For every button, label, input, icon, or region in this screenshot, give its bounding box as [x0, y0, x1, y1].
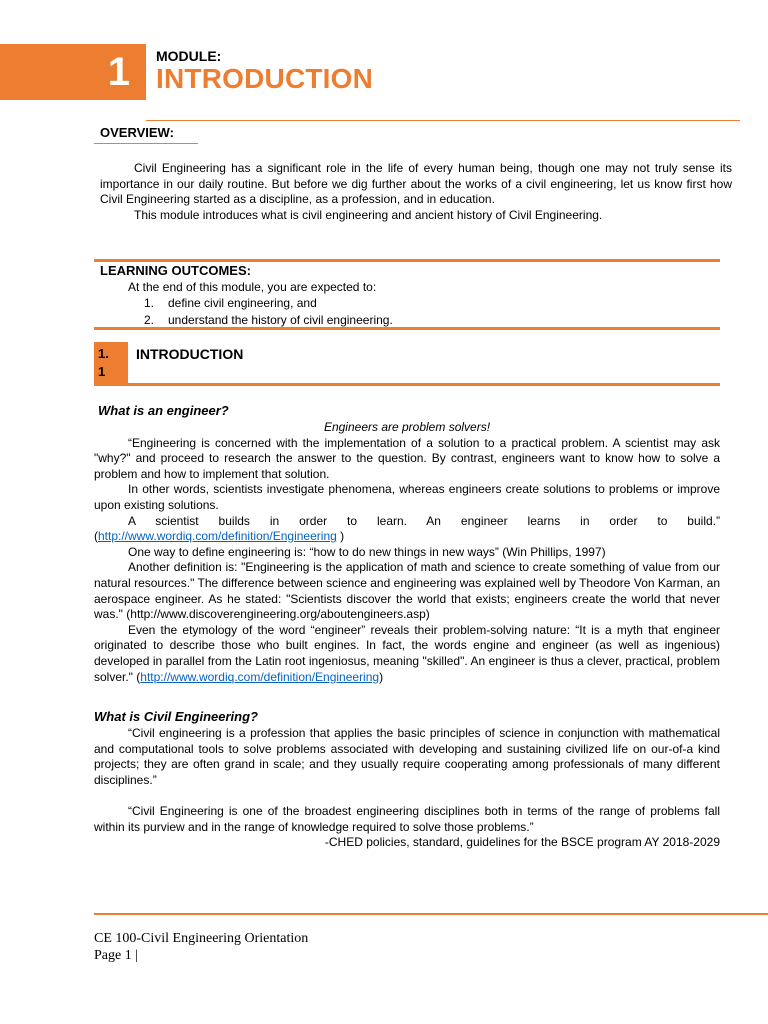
- engineer-paragraph-3-citation: [94, 529, 720, 545]
- engineer-body: [94, 420, 720, 685]
- civil-source: -CHED policies, standard, guidelines for the BSCE program AY 2018-2029: [324, 835, 720, 850]
- section-bottom-rule: [94, 383, 720, 386]
- engineer-paragraph-6: [94, 623, 720, 685]
- section-title: INTRODUCTION: [136, 346, 244, 362]
- section-number-box: [94, 342, 128, 384]
- outcome-text: understand the history of civil engineering.: [168, 312, 393, 327]
- module-number-box: [0, 44, 146, 100]
- wordiq-link[interactable]: http://www.wordiq.com/definition/Engineering: [98, 529, 337, 544]
- outcomes-list: [144, 295, 684, 328]
- section-number-bottom: 1: [98, 364, 106, 379]
- header-divider: [146, 120, 740, 121]
- list-item: [144, 295, 684, 312]
- overview-paragraph-2: This module introduces what is civil engineering and ancient history of Civil Engineering.: [134, 207, 603, 222]
- citation-open: (: [94, 529, 98, 544]
- section-number-top: 1.: [98, 346, 109, 361]
- engineer-heading: What is an engineer?: [98, 403, 229, 418]
- outcomes-intro: At the end of this module, you are expected to:: [128, 280, 377, 294]
- engineer-paragraph-3: A scientist builds in order to learn. An engineer learns in order to build.”: [128, 513, 720, 528]
- footer-rule: [94, 913, 768, 915]
- overview-heading: OVERVIEW:: [100, 125, 174, 140]
- overview-heading-underline: [94, 143, 198, 144]
- engineer-paragraph-5: Another definition is: "Engineering is the application of math and science to create something of value from our natural resources." The difference between science and engineering was explained well by Theodore Von Karman, an aerospace engineer. As he stated: "Scientists discover the world that exists; engineers create the world that never was." (http://www.discoverengineering.org/aboutengineers.asp): [94, 560, 720, 622]
- module-label: MODULE:: [156, 48, 222, 64]
- module-number: 1: [107, 49, 130, 94]
- outcomes-top-rule: [94, 259, 720, 262]
- civil-heading: What is Civil Engineering?: [94, 709, 258, 724]
- engineer-paragraph-4: One way to define engineering is: “how to do new things in new ways” (Win Phillips, 1997): [128, 544, 606, 559]
- wordiq-link-2[interactable]: http://www.wordiq.com/definition/Engineering: [140, 669, 380, 684]
- outcome-number: 1.: [144, 296, 155, 310]
- footer-page-number: 1: [124, 948, 132, 963]
- engineer-tagline: Engineers are problem solvers!: [323, 420, 491, 434]
- civil-paragraph-1: “Civil engineering is a profession that applies the basic principles of science in conjunction with mathematical and computational tools to solve problems associated with developing and sustaining civilized life on our-of-a kind projects; they are often grand in scale; and they usually require cooperating among professionals of many different disciplines.”: [94, 726, 720, 787]
- outcome-number: 2.: [144, 312, 155, 327]
- engineer-paragraph-2: In other words, scientists investigate phenomena, whereas engineers create solutions to problems or improve upon existing solutions.: [94, 482, 720, 512]
- footer-page-label: Page: [94, 948, 122, 963]
- civil-paragraph-2: “Civil Engineering is one of the broadest engineering disciplines both in terms of the range of problems fall within its purview and in the range of knowledge required to solve those problems.”: [94, 803, 720, 834]
- citation-close-2: ): [379, 669, 384, 684]
- civil-spacer: [94, 788, 720, 804]
- overview-body: [100, 161, 732, 223]
- civil-body: [94, 726, 720, 851]
- footer-page: [94, 948, 138, 964]
- engineer-paragraph-1: “Engineering is concerned with the implementation of a solution to a practical problem. A scientist may ask "why?" and proceed to research the answer to the question. By contrast, engineers want to know how to solve a problem and how to implement that solution.: [94, 435, 720, 481]
- footer-separator: |: [135, 948, 139, 963]
- outcomes-bottom-rule: [94, 327, 720, 330]
- citation-close: ): [336, 529, 345, 544]
- list-item: [144, 312, 684, 329]
- engineer-paragraph-6-text: Even the etymology of the word “engineer” reveals their problem-solving nature: “It is a myth that engineer originated to describe those who built engines. In fact, the words engine and engineer (as well as ingenious) developed in parallel from the Latin root ingeniosus, meaning "skilled". An engineer is thus a clever, practical, problem solver." (: [94, 622, 720, 684]
- outcomes-heading: LEARNING OUTCOMES:: [100, 263, 251, 278]
- module-title: INTRODUCTION: [156, 63, 374, 94]
- overview-paragraph-1: Civil Engineering has a significant role in the life of every human being, though one may not truly sense its importance in our daily routine. But before we dig further about the works of a civil engineering, let us know first how Civil Engineering started as a discipline, as a profession, and in education.: [100, 161, 732, 207]
- outcome-text: define civil engineering, and: [168, 296, 317, 310]
- footer-course: CE 100-Civil Engineering Orientation: [94, 931, 309, 946]
